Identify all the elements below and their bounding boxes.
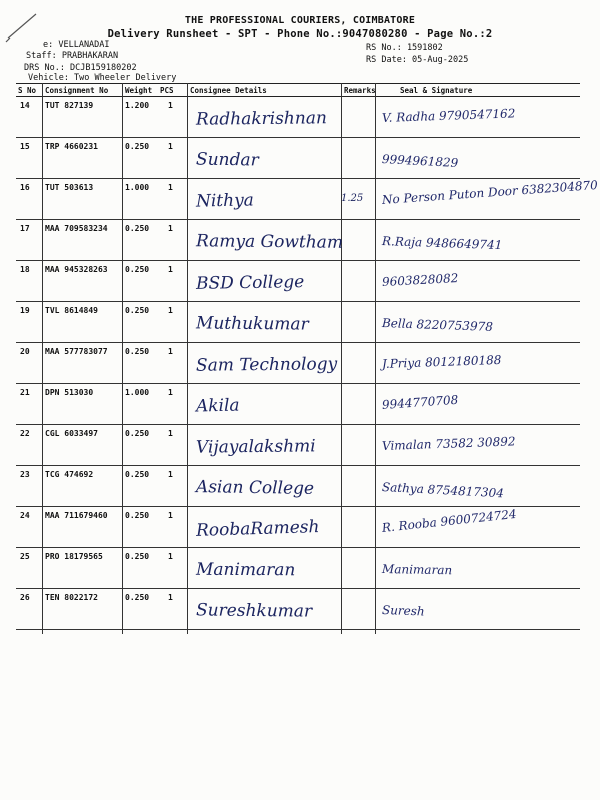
row-pcs: 1	[168, 593, 173, 602]
col-weight: Weight	[125, 86, 153, 95]
row-consignee-handwritten: Nithya	[195, 190, 255, 212]
row-divider	[16, 506, 580, 507]
row-weight: 0.250	[125, 429, 150, 438]
col-seal: Seal & Signature	[400, 86, 473, 95]
row-divider	[16, 219, 580, 220]
row-divider	[16, 178, 580, 179]
row-signature: 9994961829	[381, 152, 459, 170]
row-consignment-no: PRO 18179565	[45, 552, 103, 561]
row-pcs: 1	[168, 101, 173, 110]
company-title: THE PROFESSIONAL COURIERS, COIMBATORE	[184, 15, 416, 26]
drs-number: DRS No.: DCJB159180202	[24, 63, 137, 73]
route-label: e: VELLANADAI	[43, 40, 110, 50]
row-consignment-no: TVL 8614849	[45, 306, 98, 315]
rs-number: RS No.: 1591802	[366, 43, 443, 53]
row-sno: 18	[20, 265, 30, 274]
row-divider	[16, 424, 580, 425]
col-sno: S No	[18, 86, 37, 95]
row-weight: 0.250	[125, 593, 150, 602]
row-pcs: 1	[168, 224, 173, 233]
divider	[42, 83, 43, 634]
row-divider	[16, 629, 580, 630]
row-pcs: 1	[168, 511, 173, 520]
row-weight: 1.000	[125, 388, 150, 397]
vehicle-label: Vehicle: Two Wheeler Delivery	[28, 73, 177, 83]
row-weight: 0.250	[125, 306, 150, 315]
row-pcs: 1	[168, 429, 173, 438]
row-consignee-handwritten: RoobaRamesh	[195, 517, 320, 541]
row-consignee-handwritten: Muthukumar	[195, 313, 309, 335]
row-remark: 1.25	[341, 193, 364, 204]
row-consignee-handwritten: Akila	[195, 395, 240, 417]
row-weight: 0.250	[125, 142, 150, 151]
row-signature: 9944770708	[381, 392, 459, 412]
header-top-rule	[16, 83, 580, 84]
row-consignee-handwritten: Sureshkumar	[195, 600, 313, 622]
row-signature: Bella 8220753978	[381, 316, 494, 334]
row-pcs: 1	[168, 265, 173, 274]
col-remarks: Remarks	[344, 86, 376, 95]
row-consignment-no: DPN 513030	[45, 388, 94, 397]
row-weight: 0.250	[125, 265, 150, 274]
row-weight: 0.250	[125, 224, 150, 233]
row-consignment-no: MAA 709583234	[45, 224, 108, 233]
row-consignee-handwritten: Radhakrishnan	[195, 108, 327, 130]
row-sno: 20	[20, 347, 30, 356]
row-sno: 17	[20, 224, 30, 233]
row-signature: No Person Puton Door 6382304870	[381, 177, 599, 207]
row-sno: 15	[20, 142, 30, 151]
row-consignee-handwritten: Asian College	[195, 477, 315, 499]
row-consignee-handwritten: Ramya Gowtham	[195, 231, 344, 253]
runsheet-subtitle: Delivery Runsheet - SPT - Phone No.:9047080280 - Page No.:2	[107, 28, 493, 40]
divider	[122, 83, 123, 634]
row-sno: 26	[20, 593, 30, 602]
row-weight: 0.250	[125, 347, 150, 356]
row-consignee-handwritten: Vijayalakshmi	[195, 436, 316, 458]
row-pcs: 1	[168, 552, 173, 561]
row-signature: R. Rooba 9600724724	[381, 506, 518, 535]
col-consignee: Consignee Details	[190, 86, 267, 95]
header-bottom-rule	[16, 96, 580, 97]
row-divider	[16, 588, 580, 589]
row-consignment-no: TUT 503613	[45, 183, 94, 192]
row-sno: 23	[20, 470, 30, 479]
row-consignment-no: CGL 6033497	[45, 429, 98, 438]
row-sno: 14	[20, 101, 30, 110]
row-sno: 19	[20, 306, 30, 315]
row-divider	[16, 342, 580, 343]
row-weight: 0.250	[125, 552, 150, 561]
row-signature: Sathya 8754817304	[381, 480, 505, 501]
row-consignee-handwritten: Sundar	[195, 149, 259, 171]
row-weight: 1.200	[125, 101, 150, 110]
row-consignment-no: TCG 474692	[45, 470, 94, 479]
row-consignee-handwritten: BSD College	[195, 272, 305, 294]
divider	[375, 83, 376, 634]
row-weight: 0.250	[125, 470, 150, 479]
row-sno: 16	[20, 183, 30, 192]
row-sno: 24	[20, 511, 30, 520]
row-pcs: 1	[168, 306, 173, 315]
row-signature: Vimalan 73582 30892	[381, 434, 516, 453]
row-signature: Manimaran	[381, 562, 453, 578]
row-weight: 0.250	[125, 511, 150, 520]
col-pcs: PCS	[160, 86, 174, 95]
row-pcs: 1	[168, 470, 173, 479]
row-pcs: 1	[168, 183, 173, 192]
row-divider	[16, 301, 580, 302]
row-sno: 25	[20, 552, 30, 561]
row-weight: 1.000	[125, 183, 150, 192]
row-signature: V. Radha 9790547162	[381, 106, 516, 125]
rs-date: RS Date: 05-Aug-2025	[366, 55, 469, 65]
row-consignment-no: TRP 4660231	[45, 142, 98, 151]
row-signature: J.Priya 8012180188	[381, 352, 502, 371]
row-divider	[16, 547, 580, 548]
row-divider	[16, 137, 580, 138]
row-consignment-no: TUT 827139	[45, 101, 94, 110]
row-pcs: 1	[168, 388, 173, 397]
row-divider	[16, 465, 580, 466]
row-consignment-no: TEN 8022172	[45, 593, 98, 602]
row-consignment-no: MAA 577783077	[45, 347, 108, 356]
row-consignment-no: MAA 945328263	[45, 265, 108, 274]
col-consignment: Consignment No	[45, 86, 109, 95]
row-consignment-no: MAA 711679460	[45, 511, 108, 520]
row-pcs: 1	[168, 142, 173, 151]
row-sno: 21	[20, 388, 30, 397]
row-sno: 22	[20, 429, 30, 438]
row-divider	[16, 383, 580, 384]
row-divider	[16, 260, 580, 261]
divider	[341, 83, 342, 634]
staff-label: Staff: PRABHAKARAN	[26, 51, 119, 61]
divider	[187, 83, 188, 634]
row-consignee-handwritten: Sam Technology	[195, 354, 338, 376]
row-signature: R.Raja 9486649741	[381, 234, 503, 253]
row-consignee-handwritten: Manimaran	[195, 559, 296, 581]
row-pcs: 1	[168, 347, 173, 356]
row-signature: Suresh	[381, 603, 425, 619]
row-signature: 9603828082	[381, 271, 459, 289]
